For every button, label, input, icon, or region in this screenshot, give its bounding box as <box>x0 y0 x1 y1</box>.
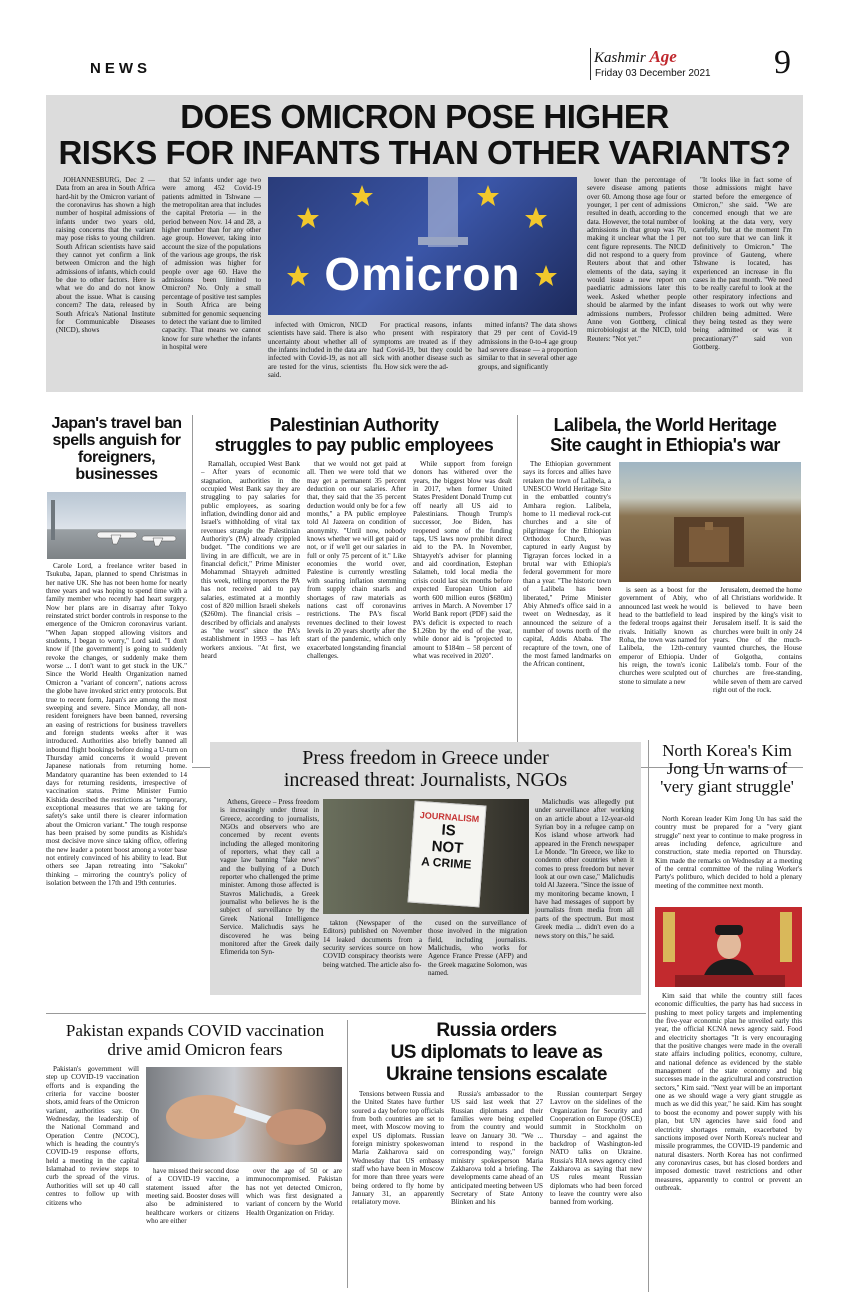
logo-age: Age <box>649 47 677 66</box>
greece-col-2: takton (Newspaper of the Editors) published on November 14 leaked documents from a security services source on how COVID conspiracy theorists were being watched. The article also fo- <box>323 919 422 969</box>
russia-headline-2: US diplomats to leave as <box>390 1042 603 1063</box>
lead-col-7: "It looks like in fact some of those admissions might have started before the emergence of Omicron," she said. "We are concerned enough that we are looking at the data very, very carefully, but at the moment I'm not too sure that we can link it definitively to Omicron." The province of Gauteng, where Tshwane is located, has experienced an increase in flu cases in the past month. "We need to be really careful to look at the other respiratory infections and diseases to work out why were children being admitted. Were they being tested as they were being admitted or was it precautionary?" said von Gottberg. <box>693 176 792 351</box>
omicron-photo-text: Omicron <box>324 248 521 300</box>
greece-col-4: Malichudis was allegedly put under surveillance after working on an article about a 12-year-old Syrian boy in a refugee camp on Kos island whose artwork had appeared in the French newspaper Le Monde. "In Greece, we like to condemn other countries when it comes to press freedom but never look at our own case," Malichudis told Al Jazeera. "Since the issue of my monitoring became known, I have had messages of support by journalists from media from all parts of the spectrum. But most Greek media ... didn't even do a news story on this," he said. <box>535 798 634 940</box>
russia-col-1: Tensions between Russia and the United States have further soured a day before top officials from both countries are set to meet, with Moscow moving to expel US diplomats. Russian foreign ministry spokeswoman Maria Zakharova said on Wednesday that US embassy staff who have been in Moscow for more than three years were being ordered to fly home by January 31, an apparently retaliatory move. <box>352 1090 444 1207</box>
russia-col-2: Russia's ambassador to the US said last week that 27 Russian diplomats and their families were being expelled from the country and would leave on January 30. "We ... intend to respond in the corresponding way," foreign ministry spokesperson Maria Zakharova told a briefing. The developments came ahead of an anticipated meeting between US Secretary of State Antony Blinken and his <box>451 1090 543 1207</box>
page-number: 9 <box>774 44 791 81</box>
japan-headline: Japan's travel ban spells anguish for foreigners, businesses <box>51 415 182 483</box>
lalibela-col-3: Jerusalem, deemed the home of all Christians worldwide. It is believed to have been inspired by the king's visit to Jerusalem itself. It is said the churches were built in only 24 years. One of the much-vaunted churches, the House of Golgotha, contains Lalibela's tomb. Four of the churches are free-standing, while seven of them are carved right out of the rock. <box>713 586 802 695</box>
russia-headline-1: Russia orders <box>436 1020 557 1041</box>
lead-col-1: JOHANNESBURG, Dec 2 — Data from an area in South Africa hard-hit by the Omicron variant of the coronavirus has shown a high number of hospital admissions of infants under two years old, raising concerns that the variant may pose risks to young children. South African scientists have said they cannot yet confirm a link between Omicron and the high admissions of infants, which could be due to other factors. Here is what we do and do not know about the issue. What is causing concern? The data, released by South Africa's National Institute for Communicable Diseases (NICD), shows <box>56 176 155 335</box>
masthead-logo <box>594 47 677 67</box>
omicron-photo <box>268 177 577 315</box>
divider-korea <box>648 740 649 1292</box>
lalibela-photo <box>619 462 801 582</box>
syringe-graphic <box>146 1067 342 1162</box>
masthead-divider <box>590 48 591 80</box>
lead-col-6: lower than the percentage of severe disease among patients over 60. Among those age four or younger, 1 per cent of admissions resulted in death, according to the data. However, the total number of admissions in that group was 70, making it unclear what the 1 per cent figure represents. The NICD did not respond to a query from Reuters about that and other elements of the data, saying it would issue a new report on paediatric admissions later this week. Asked whether people should be alarmed by the infant admissions numbers, Professor Anne von Gottberg, clinical microbiologist at the NICD, told Reuters: "Not yet." <box>587 176 686 343</box>
palestine-col-3: While support from foreign donors has withered over the years, the biggest blow was dealt in 2017, when former United States President Donald Trump cut off nearly all US aid to Palestinians. Though Trump's successor, Joe Biden, has reopened some of the funding taps, US laws now prohibit direct aid to the PA. In November, Shtayyeh's adviser for planning and aid coordination, Estephan Salameh, told local media the crisis could last six months before expected European Union aid worth 600 million euros ($680m) arrives in March. A November 17 World Bank report (PDF) said the PA's deficit is expected to reach $1.26bn by the end of the year, while donor aid is "projected to amount to $184m – 58 percent of what was received in 2020". <box>413 460 512 660</box>
korea-headline: North Korea's Kim Jong Un warns of 'very giant struggle' <box>660 741 794 796</box>
divider-bottom <box>46 1013 646 1014</box>
airplanes-graphic <box>47 492 186 559</box>
sign-line-1: JOURNALISM <box>419 810 480 825</box>
lalibela-headline-1: Lalibela, the World Heritage <box>553 415 777 435</box>
lead-col-2: that 52 infants under age two were among 452 Covid-19 patients admitted in Tshwane — the metropolitan area that includes the capital Pretoria — in the period between Nov. 14 and 28, a higher number than for any other age group. However, taking into account the size of the populations of the various age groups, the risk of admission was higher for people over age 60. Have the admissions been limited to Omicron? No. Only a small percentage of positive test samples in South Africa are being submitted for genomic sequencing to detect the variant due to limited capacity. That means we cannot know for sure whether the infants in hospital were <box>162 176 261 351</box>
logo-kashmir: Kashmir <box>594 50 646 66</box>
airport-photo <box>47 492 186 559</box>
divider-palestine <box>517 415 518 763</box>
greece-col-1: Athens, Greece – Press freedom is increasingly under threat in Greece, according to journalists, NGOs and observers who are concerned by recent events including the alleged monitoring of reporters, what they call a vague law banning "fake news" and the bullying of a Dutch reporter who challenged the prime minister. Among those affected is Stavros Malichudis, a Greek journalist who believes he is the subject of surveillance by the Greek National Intelligence Service. Malichudis says he discovered he was being monitored after the Greek daily Efimerida ton Syn- <box>220 798 319 957</box>
section-label: NEWS <box>90 60 151 77</box>
korea-body-1: North Korean leader Kim Jong Un has said the country must be prepared for a "very giant struggle" next year to continue to make progress in areas including defence, agriculture and construction, state media reported on Thursday. Kim made the remarks on Wednesday at a meeting of the central committee of the ruling Worker's Party's politburo, which decided to hold a plenary meeting of the committee next month. <box>655 815 802 890</box>
sign-line-2: IS <box>440 821 457 840</box>
greece-headline-2: increased threat: Journalists, NGOs <box>283 769 568 791</box>
issue-date: Friday 03 December 2021 <box>595 68 711 79</box>
lead-headline-1: DOES OMICRON POSE HIGHER <box>180 98 669 135</box>
lead-col-5: mitted infants? The data shows that 29 per cent of Covid-19 admissions in the 0-to-4 age group had severe disease — a proportion similar to that in several other age groups, and significantly <box>478 321 577 371</box>
palestine-headline-2: struggles to pay public employees <box>214 435 494 455</box>
pakistan-headline-1: Pakistan expands COVID vaccination <box>65 1021 325 1040</box>
pakistan-col-1: Pakistan's government will step up COVID-19 vaccination efforts and is expanding the criteria for vaccine booster shots, amid fears of the Omicron variant, authorities say. On Wednesday, the leadership of the National Command and Operation Centre (NCOC), which is heading the country's COVID-19 response efforts, held a meeting in the capital Islamabad to review steps to curb the spread of the virus. Authorities will set up 40 call centres to follow up with citizens who <box>46 1065 139 1207</box>
palestine-headline-1: Palestinian Authority <box>269 415 439 435</box>
lalibela-headline-2: Site caught in Ethiopia's war <box>550 435 780 455</box>
palestine-col-2: that we would not get paid at all. Then we were told that we may get a permanent 35 percent deduction on our salaries. After that, they said that the 35 percent deduction would only be for a few months," a PA public employee told Al Jazeera on condition of anonymity. "Until now, nobody knows whether we will get paid or not, or if we'll get our salaries in full or only 75 percent of it." Like economies the world over, Palestine is currently wrestling with soaring inflation stemming from supply chain snarls and shortages of raw materials as nations cast off coronavirus restrictions. The PA's fiscal revenues declined to their lowest levels in 20 years shortly after the start of the pandemic, which only exacerbated longstanding financial challenges. <box>307 460 406 660</box>
lalibela-col-1: The Ethiopian government says its forces and allies have retaken the town of Lalibela, a UNESCO World Heritage Site in the embattled country's Amhara region. Lalibela, home to 11 medieval rock-cut churches and a site of pilgrimage for the Ethiopian Orthodox Church, was captured in early August by Tigrayan forces locked in a brutal war with Ethiopia's federal government for more than a year. "The historic town of Lalibela has been liberated," Prime Minister Abiy Ahmed's office said in a tweet on Wednesday, as it announced the seizure of a number of towns north of the capital, Addis Ababa. The recapture of the town, one of the most famed landmarks on the African continent, <box>523 460 611 669</box>
pakistan-col-3: over the age of 50 or are immunocompromised. Pakistan has not yet detected Omicron, which was first designated a variant of concern by the World Health Organization on Friday. <box>246 1167 342 1217</box>
russia-col-3: Russian counterpart Sergey Lavrov on the sidelines of the Organization for Security and Cooperation on Europe (OSCE) summit in Stockholm on Thursday – and against the backdrop of Washington-led NATO talks on Ukraine. Russia's RIA news agency cited Zakharova as saying that new US rules meant Russian diplomats who had been forced to leave the country were also banned from working. <box>550 1090 642 1207</box>
japan-body: Carole Lord, a freelance writer based in Tsukuba, Japan, planned to spend Christmas in her native UK. She has not been home for nearly three years and was hoping to spend time with a family member who recently had heart surgery. Now her plans are in disarray after Tokyo reinstated strict border controls in response to the emergence of the Omicron coronavirus variant. "When Japan stopped allowing visitors and students, I began to worry," Lord said. "I don't know if [the government] is going to suddenly revoke the changes, or suddenly make them worse ... I don't want to get stuck in the UK." Since the World Health Organization named Omicron a "variant of concern", nations across the globe have invoked strict entry protocols. But true to recent form, Japan's are among the most sweeping and severe. Since Monday, all non-resident foreigners have been banned, reversing an easing of restrictions for business travellers and foreign students weeks after it was introduced. Authorities also briefly banned all inbound flight bookings before doing a U-turn on Thursday amid concerns it would prevent Japanese nationals from returning home. Mandatory quarantine has been extended to 14 days for returning residents, irrespective of vaccination status. Prime Minister Fumio Kishida described the restrictions as "temporary, exceptional measures that we are taking for safety's sake until there is clearer information about the Omicron variant." The tough response has been praised by some pundits as Kishida's most decisive move since taking office, offering the new leader a potent boost among a voter base not entirely convinced of his ability to lead. But others see Japan retreating into "Sakoku" thinking – mirroring the country's policy of isolation between the 17th and 19th centuries. <box>46 562 187 888</box>
protest-sign <box>408 801 487 908</box>
russia-headline-3: Ukraine tensions escalate <box>386 1064 607 1085</box>
sign-line-3: NOT <box>431 837 464 858</box>
vaccine-photo <box>146 1067 342 1162</box>
divider-russia <box>347 1020 348 1288</box>
protest-photo <box>323 799 529 914</box>
pakistan-headline-2: drive amid Omicron fears <box>107 1040 283 1059</box>
lalibela-col-2: is seen as a boost for the government of Abiy, who announced last week he would head to the battlefield to lead the federal troops against their rivals. Initially known as Roha, the town was named for Lalibela, the 12th-century emperor of Ethiopia. Under his reign, the town's iconic churches were sculpted out of stone to simulate a new <box>619 586 707 686</box>
korea-body-2: Kim said that while the country still faces economic difficulties, the party has had success in pushing to meet policy targets and implementing the five-year economic plan he unveiled early this year, the official KCNA news agency said. Food and electricity shortages "It is very encouraging that the positive changes were made in the overall state affairs including politics, economy, culture, and national defence as evidenced by the stable management of the state economy and big successes made in the agricultural and construction sectors," Kim said. "Next year will be an important one as we should wage a very giant struggle as much as we did this year," he said. Kim has sought to boost the economy and power supply with his plan, but UN agencies have said food and electricity shortages remain, exacerbated by sanctions imposed over North Korea's nuclear and missile programmes, the COVID-19 pandemic and natural disasters. North Korea has not confirmed any coronavirus cases, but has closed borders and imposed domestic travel restrictions and other measures, apparently to control or prevent an outbreak. <box>655 992 802 1192</box>
greece-col-3: cused on the surveillance of those involved in the migration field, including journalists. Malichudis, who works for Agence France Presse (AFP) and the Greek magazine Solomon, was named. <box>428 919 527 978</box>
pakistan-col-2: have missed their second dose of a COVID-19 vaccine, a statement issued after the meeting said. Booster doses will also be administered to healthcare workers or citizens who are either <box>146 1167 239 1226</box>
greece-headline-1: Press freedom in Greece under <box>302 747 549 769</box>
lead-headline-2: RISKS FOR INFANTS THAN OTHER VARIANTS? <box>58 134 791 171</box>
palestine-col-1: Ramallah, occupied West Bank – After years of economic stagnation, authorities in the occupied West Bank say they are struggling to pay salaries for public employees, as soaring inflation, dwindling donor aid and Israel's withholding of vital tax revenues strangle the Palestinian Authority's (PA) already crippled budget. "The conditions we are living in are difficult, we are in financial deficit," Prime Minister Mohammad Shtayyeh admitted this week, telling reporters the PA has not received aid to pay salaries, estimated at a monthly cost of 820 million Israeli shekels ($260m). The financial crisis – described by officials and analysts as "the worst" since the PA's establishment in 1993 – has left workers anxious. "At first, we heard <box>201 460 300 660</box>
divider-japan <box>192 415 193 763</box>
lead-col-4: For practical reasons, infants who present with respiratory symptoms are treated as if they had Covid-19, but they could be sick with another disease such as flu. How sick were the ad- <box>373 321 472 371</box>
sign-line-4: A CRIME <box>420 854 472 872</box>
lead-col-3: infected with Omicron, NICD scientists have said. There is also uncertainty about whether all of the infants included in the data are infected with Covid-19, as not all are tested for the virus, scientists said. <box>268 321 367 380</box>
kim-photo <box>655 907 802 987</box>
rock-church-graphic <box>619 462 801 582</box>
kim-portrait-graphic <box>655 907 802 987</box>
